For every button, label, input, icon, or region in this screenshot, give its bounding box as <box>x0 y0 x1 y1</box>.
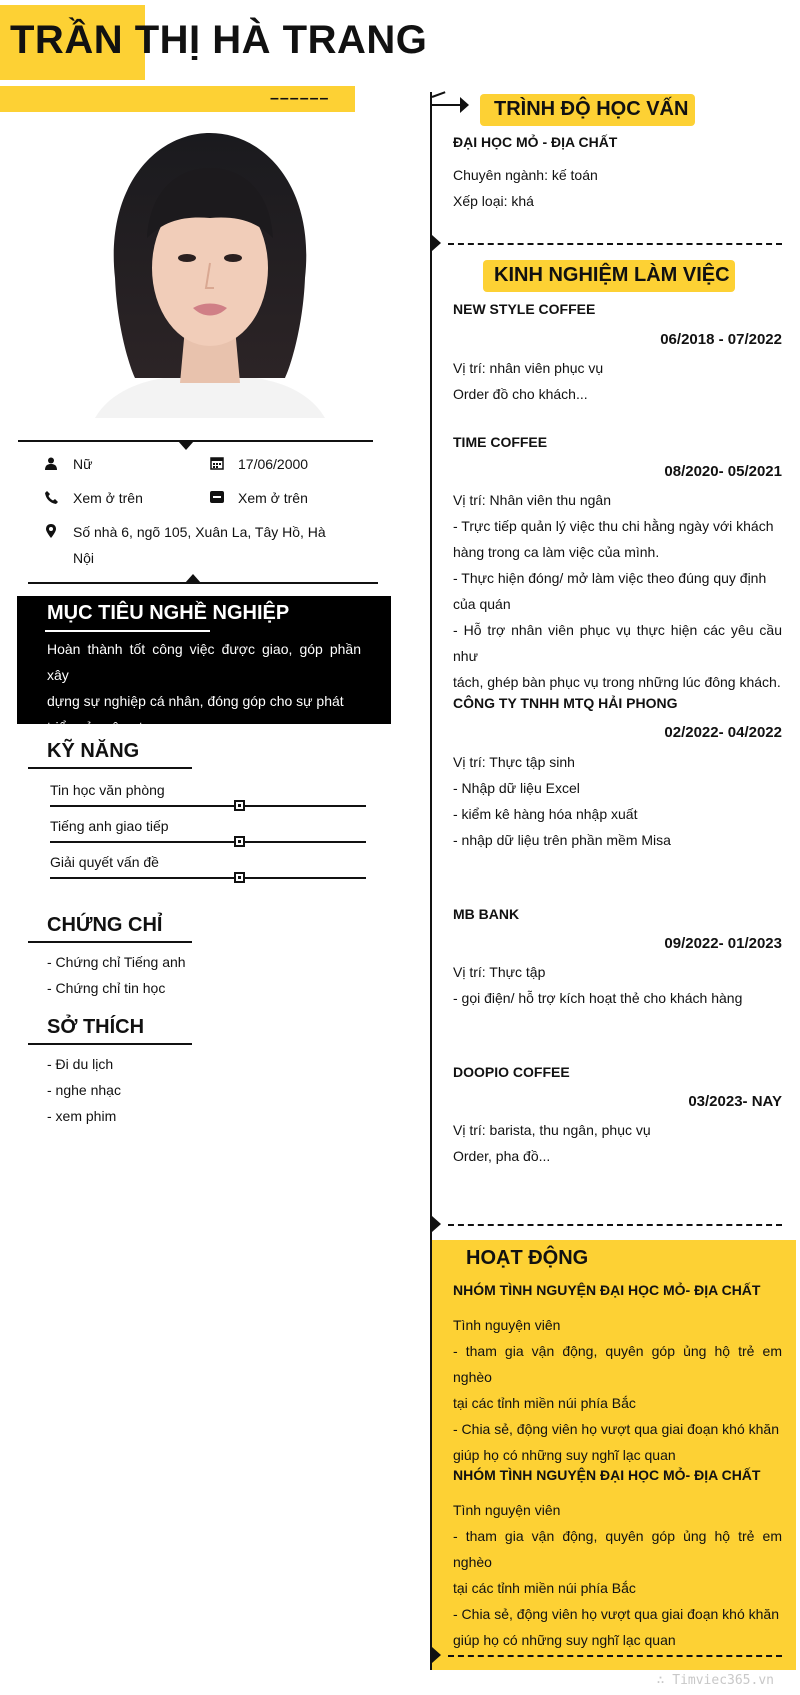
skill-label: Giải quyết vấn đề <box>50 854 159 870</box>
skills-title-underline <box>28 767 192 769</box>
skill-bar <box>50 877 366 879</box>
user-icon <box>43 455 59 471</box>
section-divider <box>448 1655 782 1657</box>
timeline-arrow-shaft <box>430 104 460 106</box>
skill-level-marker <box>234 836 245 847</box>
email-icon <box>209 489 225 505</box>
email-value: Xem ở trên <box>238 490 308 506</box>
job-line: Vị trí: nhân viên phục vụ <box>453 360 604 376</box>
info-bottom-divider <box>28 582 378 584</box>
hobbies-title: SỞ THÍCH <box>47 1016 145 1038</box>
watermark: ∴ Timviec365.vn <box>656 1673 774 1688</box>
activity-line: Tình nguyện viên <box>453 1502 561 1518</box>
job-company: MB BANK <box>453 906 520 922</box>
gender-value: Nữ <box>73 456 93 472</box>
address-line-1: Số nhà 6, ngõ 105, Xuân La, Tây Hồ, Hà <box>73 524 326 540</box>
objective-line: triển của công ty. <box>47 719 153 735</box>
avatar <box>85 128 335 418</box>
skill-bar <box>50 841 366 843</box>
job-description <box>453 355 782 407</box>
job-date: 06/2018 - 07/2022 <box>660 331 782 348</box>
job-line: - Hỗ trợ nhân viên phục vụ thực hiện các yêu cầu như <box>453 622 782 664</box>
activity-line: tại các tỉnh miền núi phía Bắc <box>453 1395 636 1411</box>
job-line: Order đồ cho khách... <box>453 386 588 402</box>
job-description <box>453 487 782 695</box>
education-rank: Xếp loại: khá <box>453 193 534 209</box>
section-divider <box>448 1224 782 1226</box>
hobby-item: - xem phim <box>47 1108 117 1124</box>
activity-description <box>453 1312 782 1468</box>
job-line: Vị trí: Thực tập <box>453 964 546 980</box>
activities-title: HOẠT ĐỘNG <box>466 1247 589 1269</box>
objective-line: Hoàn thành tốt công việc được giao, góp phần xây <box>47 641 361 683</box>
job-line: hàng trong ca làm việc của mình. <box>453 544 660 560</box>
activity-line: - tham gia vận động, quyên góp ủng hộ trẻ em nghèo <box>453 1343 782 1385</box>
skill-level-marker <box>234 800 245 811</box>
certificates-title: CHỨNG CHỈ <box>47 914 163 936</box>
objective-text <box>47 636 361 740</box>
job-date: 03/2023- NAY <box>688 1093 782 1110</box>
objective-section <box>17 596 391 735</box>
job-company: CÔNG TY TNHH MTQ HẢI PHONG <box>453 695 678 711</box>
candidate-name: TRẦN THỊ HÀ TRANG <box>10 18 428 62</box>
activity-line: - tham gia vận động, quyên góp ủng hộ trẻ em nghèo <box>453 1528 782 1570</box>
timeline-arrow-head <box>460 97 469 113</box>
education-title: TRÌNH ĐỘ HỌC VẤN <box>494 98 689 120</box>
job-line: Order, pha đồ... <box>453 1148 551 1164</box>
activity-line: giúp họ có những suy nghĩ lạc quan <box>453 1447 676 1463</box>
address-line-2: Nội <box>73 550 95 566</box>
skill-label: Tin học văn phòng <box>50 782 165 798</box>
job-company: DOOPIO COFFEE <box>453 1064 570 1080</box>
job-date: 08/2020- 05/2021 <box>664 463 782 480</box>
activity-org: NHÓM TÌNH NGUYỆN ĐẠI HỌC MỎ- ĐỊA CHẤT <box>453 1282 761 1298</box>
objective-title-underline <box>45 630 210 632</box>
divider-marker <box>178 441 194 450</box>
section-divider <box>448 243 782 245</box>
activity-org: NHÓM TÌNH NGUYỆN ĐẠI HỌC MỎ- ĐỊA CHẤT <box>453 1467 761 1483</box>
job-date: 02/2022- 04/2022 <box>664 724 782 741</box>
job-line: - Trực tiếp quản lý việc thu chi hằng ngày với khách <box>453 518 774 534</box>
hobby-item: - nghe nhạc <box>47 1082 121 1098</box>
timeline-pin <box>432 1647 441 1663</box>
phone-icon <box>43 489 59 505</box>
job-line: - Nhập dữ liệu Excel <box>453 780 580 796</box>
location-pin-icon <box>43 523 59 539</box>
job-description <box>453 1117 782 1169</box>
job-company: NEW STYLE COFFEE <box>453 301 596 317</box>
info-top-divider <box>18 440 373 442</box>
hobbies-title-underline <box>28 1043 192 1045</box>
timeline-arrow-curve <box>432 91 446 98</box>
objective-title: MỤC TIÊU NGHỀ NGHIỆP <box>47 602 290 624</box>
activity-line: - Chia sẻ, động viên họ vượt qua giai đoạn khó khăn <box>453 1421 779 1437</box>
certificate-item: - Chứng chỉ Tiếng anh <box>47 954 186 970</box>
job-date: 09/2022- 01/2023 <box>664 935 782 952</box>
activity-line: - Chia sẻ, động viên họ vượt qua giai đoạn khó khăn <box>453 1606 779 1622</box>
experience-title: KINH NGHIỆM LÀM VIỆC <box>494 264 730 286</box>
timeline-pin <box>432 235 441 251</box>
activity-description <box>453 1497 782 1653</box>
job-line: tách, ghép bàn phục vụ trong những lúc đông khách. <box>453 674 781 690</box>
header-dashes: –––––– <box>270 90 330 107</box>
job-line: Vị trí: Thực tập sinh <box>453 754 575 770</box>
birthday-value: 17/06/2000 <box>238 456 309 472</box>
job-company: TIME COFFEE <box>453 434 548 450</box>
activity-line: Tình nguyện viên <box>453 1317 561 1333</box>
skill-label: Tiếng anh giao tiếp <box>50 818 169 834</box>
activity-line: tại các tỉnh miền núi phía Bắc <box>453 1580 636 1596</box>
job-description <box>453 749 782 853</box>
job-line: Vị trí: barista, thu ngân, phục vụ <box>453 1122 651 1138</box>
activity-line: giúp họ có những suy nghĩ lạc quan <box>453 1632 676 1648</box>
job-line: - Thực hiện đóng/ mở làm việc theo đúng quy định <box>453 570 767 586</box>
job-description <box>453 959 782 1011</box>
skills-title: KỸ NĂNG <box>47 740 140 762</box>
job-line: - gọi điện/ hỗ trợ kích hoạt thẻ cho khách hàng <box>453 990 743 1006</box>
certificate-item: - Chứng chỉ tin học <box>47 980 166 996</box>
job-line: Vị trí: Nhân viên thu ngân <box>453 492 611 508</box>
education-school: ĐẠI HỌC MỎ - ĐỊA CHẤT <box>453 134 618 150</box>
calendar-icon <box>209 455 225 471</box>
skill-bar <box>50 805 366 807</box>
objective-line: dựng sự nghiệp cá nhân, đóng góp cho sự phát <box>47 693 344 709</box>
certificates-title-underline <box>28 941 192 943</box>
phone-value: Xem ở trên <box>73 490 143 506</box>
job-line: của quán <box>453 596 511 612</box>
hobby-item: - Đi du lịch <box>47 1056 114 1072</box>
job-line: - kiểm kê hàng hóa nhập xuất <box>453 806 638 822</box>
education-major: Chuyên ngành: kế toán <box>453 167 598 183</box>
skill-level-marker <box>234 872 245 883</box>
divider-marker <box>185 574 201 583</box>
job-line: - nhập dữ liệu trên phần mềm Misa <box>453 832 671 848</box>
timeline-pin <box>432 1216 441 1232</box>
